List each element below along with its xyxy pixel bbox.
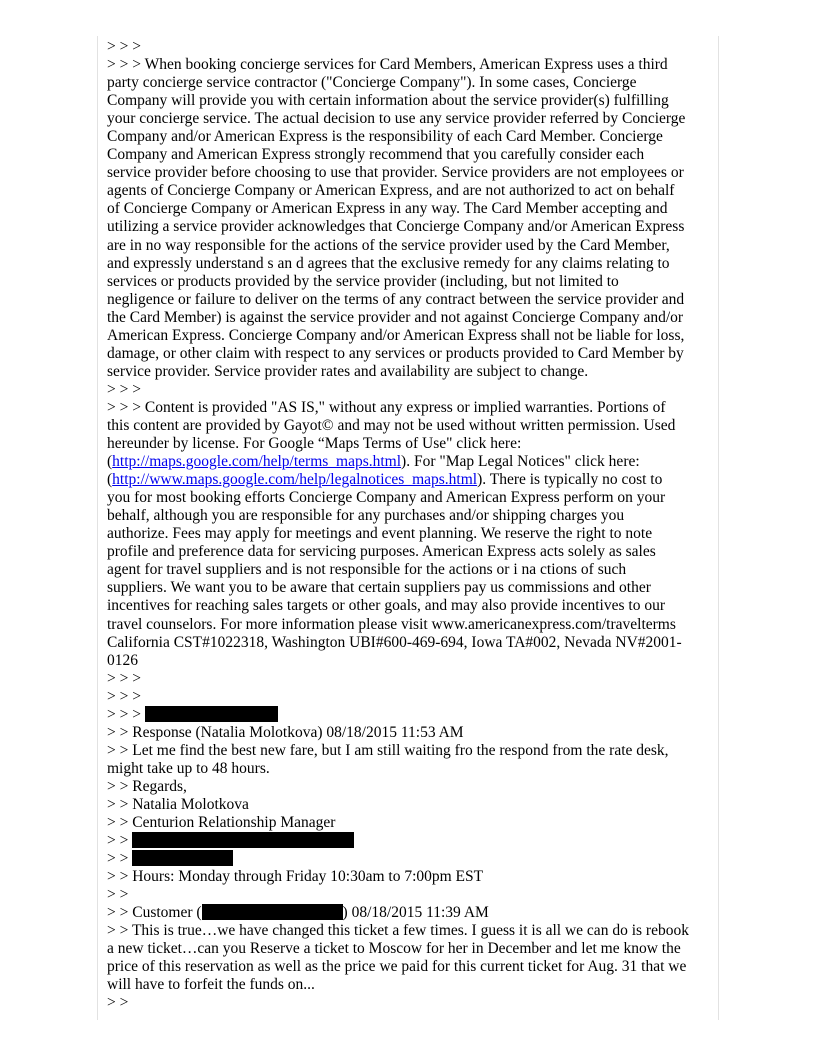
hours-line: > > Hours: Monday through Friday 10:30am to 7:00pm EST [107, 868, 484, 886]
quote-marker: > > > [107, 38, 141, 55]
quote-marker: > > > [107, 380, 141, 398]
message-line: > > Let me find the best new fare, but I am still waiting fro the respond from the rate desk, [107, 741, 669, 759]
quote-marker: > > [107, 994, 129, 1012]
link-trailing-text: ). For "Map Legal Notices" click here: [401, 453, 640, 471]
quote-marker: > > > [107, 687, 141, 705]
content-notice-line: incentives for reaching sales targets or other goals, and may also provide incentives to our [107, 597, 665, 615]
disclaimer-line: service provider. Service provider rates and availability are subject to change. [107, 362, 589, 380]
disclaimer-line: service provider before choosing to use that provider. Service providers are not employees or [107, 164, 684, 182]
paren-text: ( [107, 453, 113, 471]
disclaimer-line: Company will provide you with certain information about the service provider(s) fulfilling [107, 92, 669, 110]
disclaimer-line: American Express. Concierge Company and/or American Express shall not be liable for loss, [107, 326, 685, 344]
disclaimer-line: agents of Concierge Company or American Express, and are not authorized to act on behalf [107, 182, 675, 200]
redacted-line [107, 706, 712, 724]
redacted-line [107, 850, 712, 868]
signature-name: > > Natalia Molotkova [107, 795, 249, 813]
redaction-box [132, 832, 354, 848]
quote-marker: > > > [107, 669, 141, 687]
content-notice-line [107, 453, 712, 471]
disclaimer-line: party concierge service contractor ("Concierge Company"). In some cases, Concierge [107, 74, 637, 92]
customer-timestamp: ) 08/18/2015 11:39 AM [342, 904, 489, 922]
paren-text: ( [107, 471, 113, 489]
disclaimer-line: your concierge service. The actual decision to use any service provider referred by Concierge [107, 110, 686, 128]
disclaimer-line: are in no way responsible for the actions of the service provider used by the Card Member, [107, 236, 670, 254]
content-notice-line: hereunder by license. For Google “Maps Terms of Use" click here: [107, 435, 522, 453]
content-notice-line: authorize. Fees may apply for meetings and event planning. We reserve the right to note [107, 525, 653, 543]
customer-label: > > Customer ( [107, 904, 202, 922]
content-notice-line: profile and preference data for servicing purposes. American Express acts solely as sales [107, 543, 656, 561]
disclaimer-line: of Concierge Company or American Express in any way. The Card Member accepting and [107, 200, 668, 218]
disclaimer-line: services or products provided by the service provider (including, but not limited to [107, 272, 619, 290]
quote-marker: > > > [107, 705, 141, 723]
redaction-box [202, 904, 343, 920]
message-line: a new ticket…can you Reserve a ticket to Moscow for her in December and let me know the [107, 940, 681, 958]
content-notice-line: > > > Content is provided "AS IS," without any express or implied warranties. Portions of [107, 398, 666, 416]
response-header: > > Response (Natalia Molotkova) 08/18/2015 11:53 AM [107, 723, 464, 741]
disclaimer-line: > > > When booking concierge services for Card Members, American Express uses a third [107, 56, 668, 74]
signoff-line: > > Regards, [107, 777, 187, 795]
disclaimer-line: and expressly understand s an d agrees that the exclusive remedy for any claims relating to [107, 254, 670, 272]
content-notice-line: 0126 [107, 651, 138, 669]
content-notice-line: suppliers. We want you to be aware that certain suppliers pay us commissions and other [107, 579, 651, 597]
email-thread [107, 38, 712, 1013]
legal-notices-link[interactable]: http://www.maps.google.com/help/legalnotices_maps.html [112, 471, 478, 489]
content-notice-line: this content are provided by Gayot© and may not be used without written permission. Used [107, 416, 676, 434]
message-line: price of this reservation as well as the price we paid for this current ticket for Aug. 31 that we [107, 958, 687, 976]
disclaimer-line: Company and American Express strongly recommend that you carefully consider each [107, 146, 645, 164]
content-notice-line: you for most booking efforts Concierge Company and American Express perform on your [107, 489, 666, 507]
redacted-line [107, 832, 712, 850]
link-trailing-text: ). There is typically no cost to [477, 471, 663, 489]
quote-marker: > > [107, 850, 129, 868]
message-line: > > This is true…we have changed this ticket a few times. I guess it is all we can do is rebook [107, 922, 689, 940]
redaction-box [145, 706, 278, 722]
content-notice-line: behalf, although you are responsible for any purchases and/or shipping charges you [107, 507, 625, 525]
disclaimer-line: damage, or other claim with respect to any services or products provided to Card Member by [107, 344, 684, 362]
maps-terms-link[interactable]: http://maps.google.com/help/terms_maps.html [112, 453, 402, 471]
content-notice-line [107, 471, 712, 489]
content-notice-line: agent for travel suppliers and is not responsible for the actions or i na ctions of such [107, 561, 627, 579]
document-page [97, 36, 719, 1020]
redaction-box [132, 850, 233, 866]
customer-header [107, 904, 712, 922]
disclaimer-line: the Card Member) is against the service provider and not against Concierge Company and/or [107, 308, 684, 326]
disclaimer-line: Company and/or American Express is the responsibility of each Card Member. Concierge [107, 128, 663, 146]
message-line: might take up to 48 hours. [107, 759, 270, 777]
quote-marker: > > [107, 886, 129, 904]
disclaimer-line: negligence or failure to deliver on the terms of any contract between the service provider and [107, 290, 685, 308]
disclaimer-line: utilizing a service provider acknowledges that Concierge Company and/or American Express [107, 218, 685, 236]
message-line: will have to forfeit the funds on... [107, 976, 315, 994]
signature-title: > > Centurion Relationship Manager [107, 814, 336, 832]
content-notice-line: California CST#1022318, Washington UBI#600-469-694, Iowa TA#002, Nevada NV#2001- [107, 633, 682, 651]
content-notice-line: travel counselors. For more information please visit www.americanexpress.com/travelterms [107, 615, 676, 633]
quote-marker: > > [107, 832, 129, 850]
